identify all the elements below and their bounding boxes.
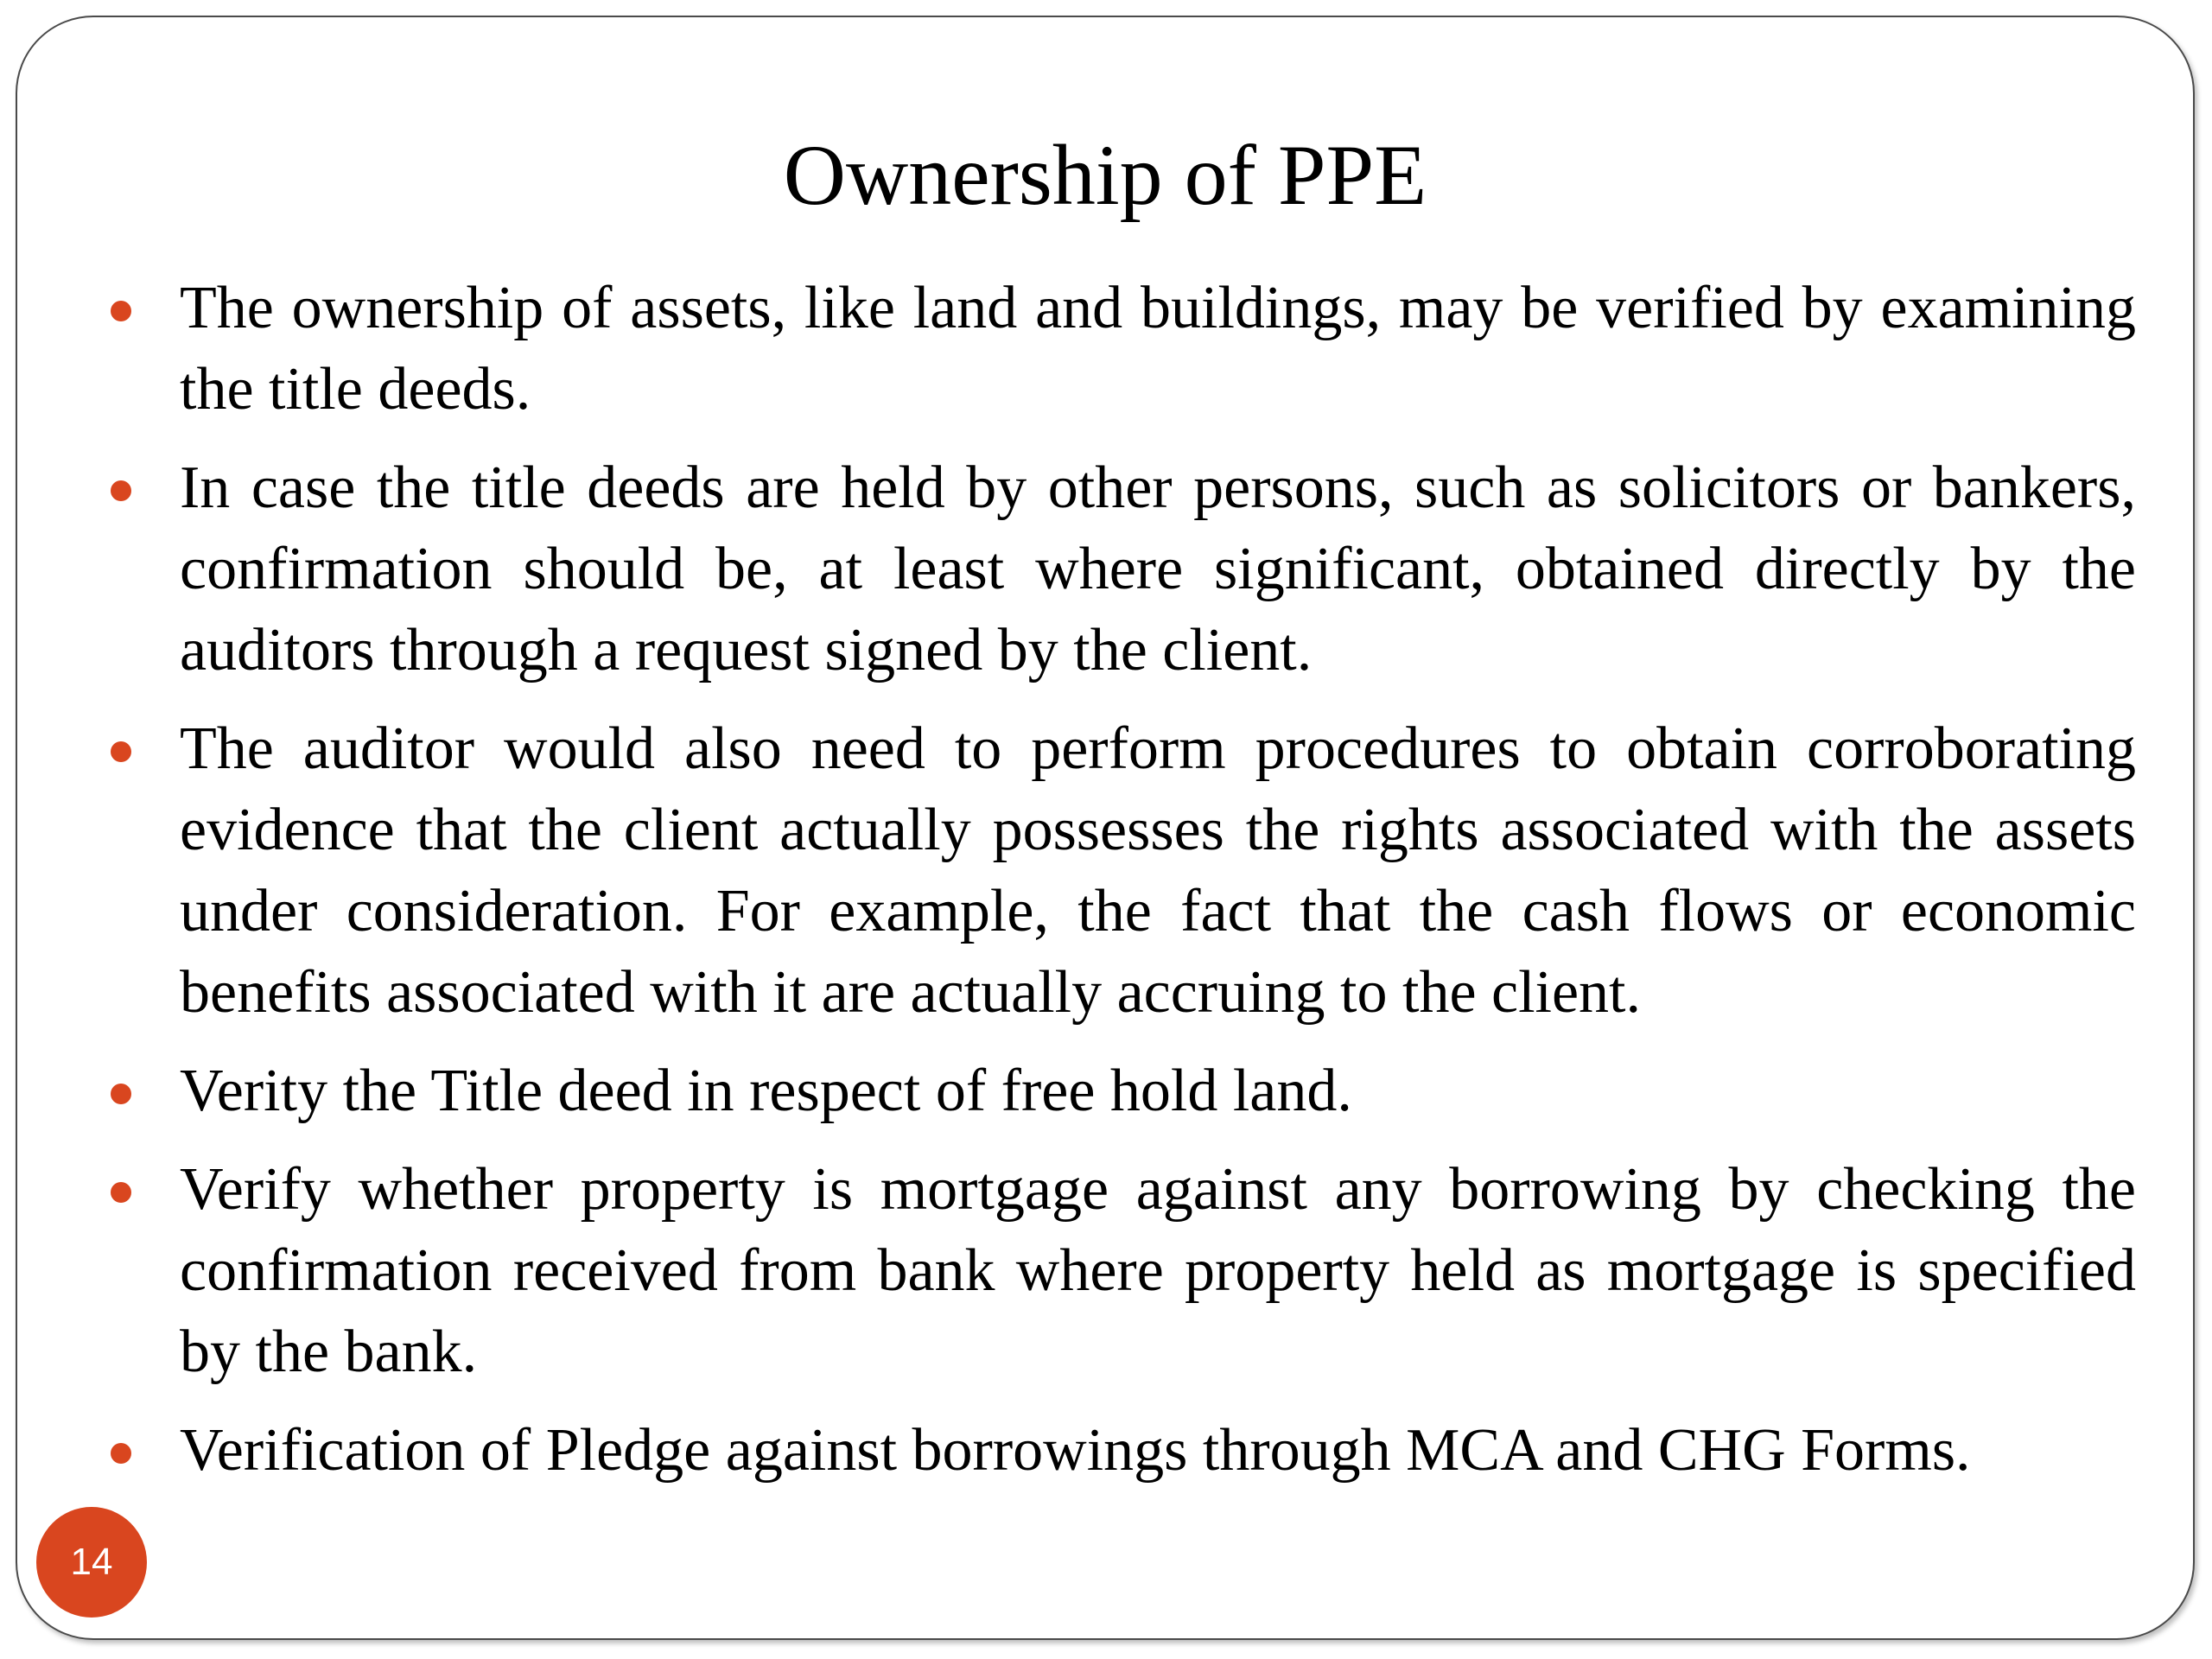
bullet-text: Verification of Pledge against borrowings through MCA and CHG Forms. [180, 1417, 1971, 1484]
bullet-dot-icon [111, 301, 131, 321]
bullet-item [180, 1410, 2136, 1491]
bullet-text: The ownership of assets, like land and buildings, may be verified by examining the title deeds. [180, 275, 2136, 423]
bullet-dot-icon [111, 1182, 131, 1203]
bullet-dot-icon [111, 741, 131, 762]
bullet-item [180, 448, 2136, 691]
bullet-text: Verify whether property is mortgage against any borrowing by checking the confirmation received from bank where property held as mortgage is specified by the bank. [180, 1156, 2136, 1385]
slide-title: Ownership of PPE [783, 127, 1427, 223]
bullet-item [180, 268, 2136, 430]
bullet-list [180, 268, 2136, 1509]
bullet-dot-icon [111, 1084, 131, 1104]
bullet-dot-icon [111, 1443, 131, 1464]
bullet-text: Verity the Title deed in respect of free hold land. [180, 1058, 1352, 1124]
page-number: 14 [70, 1541, 113, 1583]
bullet-item [180, 1051, 2136, 1132]
page-number-badge [36, 1507, 147, 1618]
bullet-text: The auditor would also need to perform procedures to obtain corroborating evidence that the client actually possesses the rights associated with the assets under consideration. For example, the fact that the cash flows or economic benefits associated with it are actually accruing to the client. [180, 715, 2136, 1026]
bullet-item [180, 1149, 2136, 1393]
bullet-dot-icon [111, 480, 131, 501]
slide-frame [16, 16, 2195, 1640]
bullet-item [180, 709, 2136, 1033]
bullet-text: In case the title deeds are held by other persons, such as solicitors or bankers, confirmation should be, at least where significant, obtained directly by the auditors through a request signed by the client. [180, 454, 2136, 683]
